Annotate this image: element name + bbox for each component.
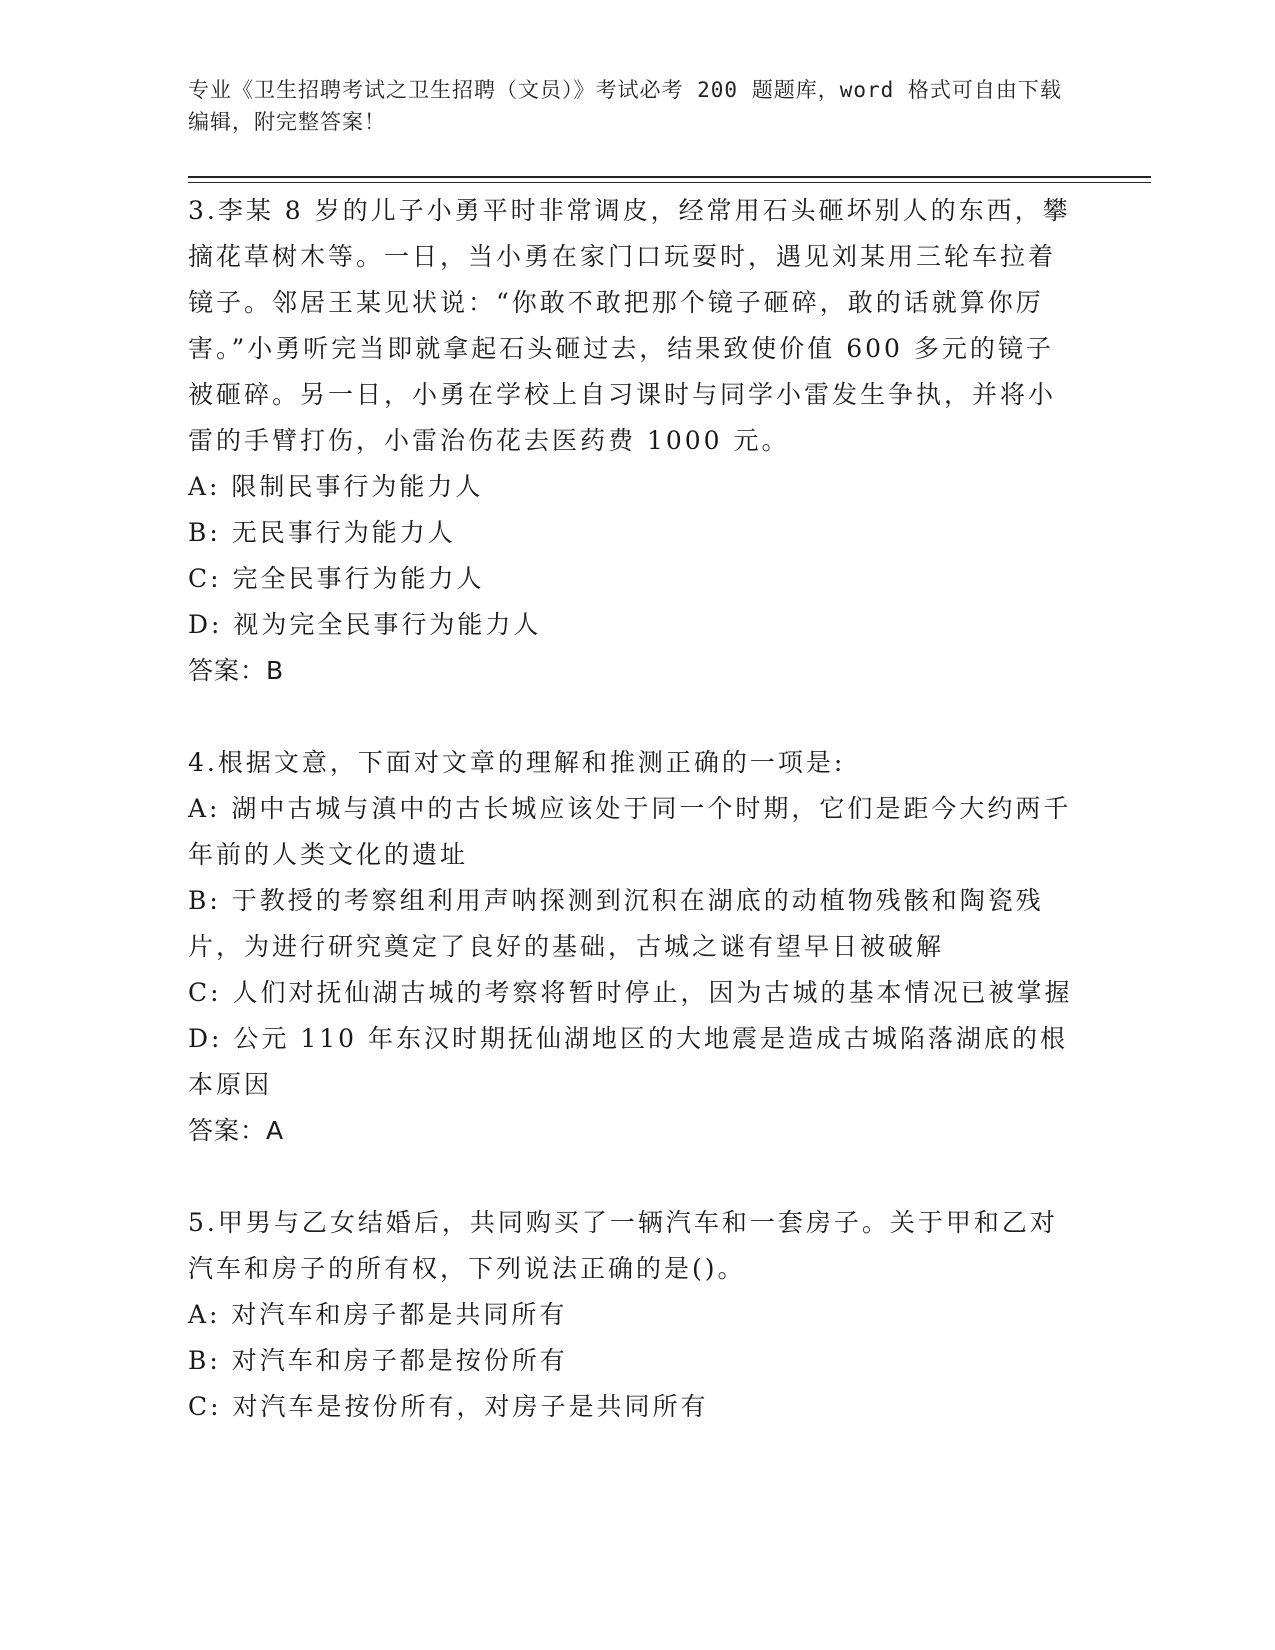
answer-line: 答案：B [188, 656, 285, 685]
option-b: B: 无民事行为能力人 [188, 518, 456, 547]
option-a: A: 湖中古城与滇中的古长城应该处于同一个时期，它们是距今大约两千年前的人类文化的遗址 [188, 794, 1072, 869]
question-3 [188, 188, 1078, 694]
question-text: 3.李某 8 岁的儿子小勇平时非常调皮，经常用石头砸坏别人的东西，攀摘花草树木等。一日，当小勇在家门口玩耍时，遇见刘某用三轮车拉着镜子。邻居王某见状说：“你敢不敢把那个镜子砸碎，敢的话就算你厉害。”小勇听完当即就拿起石头砸过去，结果致使价值 600 多元的镜子被砸碎。另一日，小勇在学校上自习课时与同学小雷发生争执，并将小雷的手臂打伤，小雷治伤花去医药费 1000 元。 [188, 196, 1071, 455]
question-text: 5.甲男与乙女结婚后，共同购买了一辆汽车和一套房子。关于甲和乙对汽车和房子的所有权，下列说法正确的是()。 [188, 1208, 1058, 1283]
document-header: 专业《卫生招聘考试之卫生招聘（文员）》考试必考 200 题题库，word 格式可自由下载编辑，附完整答案！ [188, 78, 1062, 134]
option-a: A: 对汽车和房子都是共同所有 [188, 1300, 568, 1329]
option-b: B: 对汽车和房子都是按份所有 [188, 1346, 568, 1375]
answer-line: 答案：A [188, 1116, 285, 1145]
option-b: B: 于教授的考察组利用声呐探测到沉积在湖底的动植物残骸和陶瓷残片，为进行研究奠定了良好的基础，古城之谜有望早日被破解 [188, 886, 1044, 961]
question-spacer [188, 694, 1078, 740]
question-4 [188, 740, 1078, 1154]
option-c: C: 完全民事行为能力人 [188, 564, 485, 593]
header-rule-thick [188, 176, 1151, 178]
option-c: C: 人们对抚仙湖古城的考察将暂时停止，因为古城的基本情况已被掌握 [188, 978, 1073, 1007]
header-rule-thin [188, 182, 1151, 183]
option-d: D: 公元 110 年东汉时期抚仙湖地区的大地震是造成古城陷落湖底的根本原因 [188, 1024, 1069, 1099]
question-text: 4.根据文意，下面对文章的理解和推测正确的一项是: [188, 748, 846, 777]
question-5 [188, 1200, 1078, 1430]
question-spacer [188, 1154, 1078, 1200]
question-list [188, 188, 1078, 1430]
option-d: D: 视为完全民事行为能力人 [188, 610, 542, 639]
option-a: A: 限制民事行为能力人 [188, 472, 484, 501]
option-c: C: 对汽车是按份所有，对房子是共同所有 [188, 1392, 709, 1421]
